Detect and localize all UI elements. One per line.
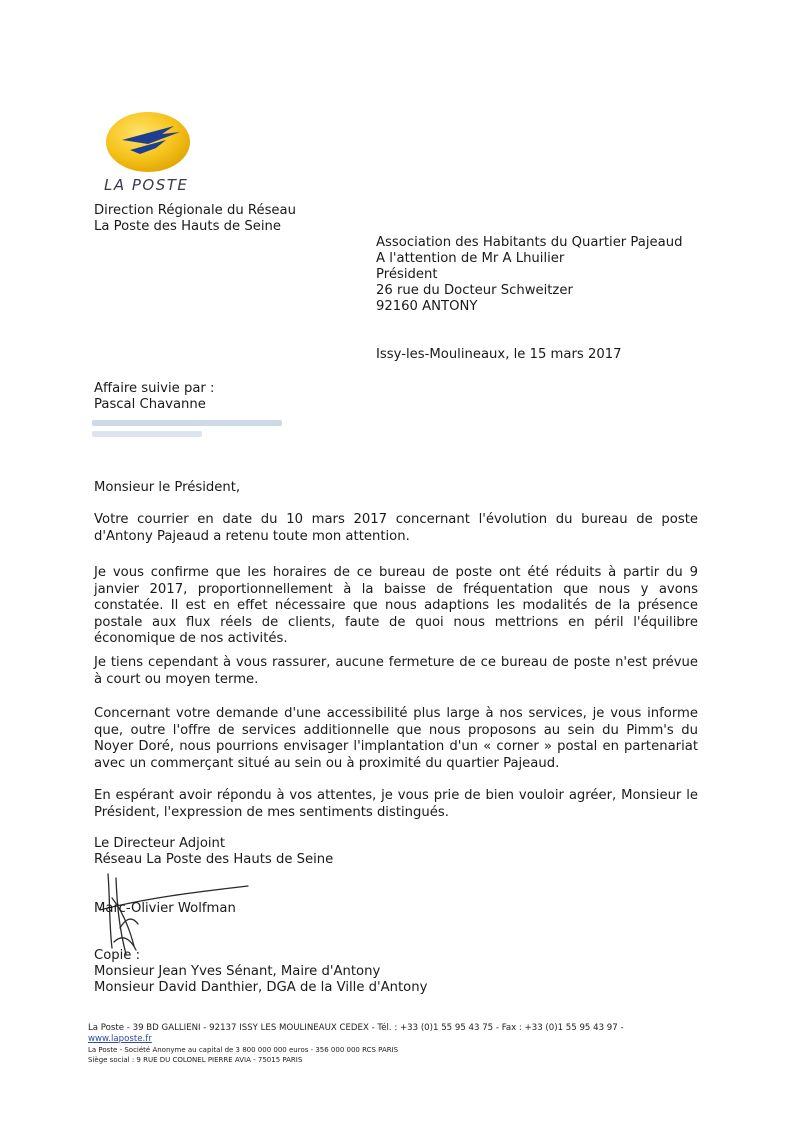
recipient-block bbox=[376, 235, 682, 315]
recipient-line: Association des Habitants du Quartier Pajeaud bbox=[376, 235, 683, 250]
redacted-contact bbox=[92, 418, 284, 442]
body-paragraph: Votre courrier en date du 10 mars 2017 concernant l'évolution du bureau de poste d'Antony Pajeaud a retenu toute mon attention. bbox=[94, 512, 698, 544]
signer-name: Marc-Olivier Wolfman bbox=[94, 901, 236, 916]
copy-recipient: Monsieur Jean Yves Sénant, Maire d'Antony bbox=[94, 964, 381, 979]
copy-block bbox=[94, 948, 427, 996]
redaction-bar bbox=[92, 420, 282, 426]
salutation: Monsieur le Président, bbox=[94, 480, 241, 495]
footer-address: La Poste - 39 BD GALLIENI - 92137 ISSY LES MOULINEAUX CEDEX - Tél. : +33 (0)1 55 95 43 75 - Fax : +33 (0)1 55 95 43 97 - bbox=[88, 1023, 624, 1033]
recipient-line: 26 rue du Docteur Schweitzer bbox=[376, 283, 573, 298]
recipient-line: 92160 ANTONY bbox=[376, 299, 478, 314]
body-paragraph: Je tiens cependant à vous rassurer, aucune fermeture de ce bureau de poste n'est prévue à court ou moyen terme. bbox=[94, 655, 698, 687]
logo-text: LA POSTE bbox=[104, 176, 189, 194]
footer-siege: Siège social : 9 RUE DU COLONEL PIERRE AVIA - 75015 PARIS bbox=[88, 1056, 303, 1064]
recipient-line: A l'attention de Mr A Lhuilier bbox=[376, 251, 565, 266]
followed-by-block bbox=[94, 381, 214, 413]
followed-by-name: Pascal Chavanne bbox=[94, 397, 206, 412]
sender-line: La Poste des Hauts de Seine bbox=[94, 219, 281, 234]
copy-recipient: Monsieur David Danthier, DGA de la Ville d'Antony bbox=[94, 980, 428, 995]
sender-line: Direction Régionale du Réseau bbox=[94, 203, 296, 218]
followed-by-label: Affaire suivie par : bbox=[94, 381, 215, 396]
signoff-block bbox=[94, 836, 333, 868]
la-poste-bird-logo-icon bbox=[104, 110, 192, 174]
redaction-bar bbox=[92, 431, 202, 437]
signoff-title: Réseau La Poste des Hauts de Seine bbox=[94, 852, 334, 867]
footer-website-link[interactable]: www.laposte.fr bbox=[88, 1034, 152, 1044]
recipient-line: Président bbox=[376, 267, 438, 282]
body-paragraph: Concernant votre demande d'une accessibilité plus large à nos services, je vous informe que, outre l'offre de services additionnelle que nous proposons au sein du Pimm's du Noyer Doré, nous pourrions envisager l'implantation d'un « corner » postal en partenariat avec un commerçant situé au sein ou à proximité du quartier Pajeaud. bbox=[94, 706, 698, 771]
body-paragraph: En espérant avoir répondu à vos attentes, je vous prie de bien vouloir agréer, Monsieur le Président, l'expression de mes sentiments distingués. bbox=[94, 788, 698, 820]
la-poste-logo bbox=[104, 110, 192, 174]
copy-label: Copie : bbox=[94, 948, 141, 963]
date-line: Issy-les-Moulineaux, le 15 mars 2017 bbox=[376, 347, 622, 362]
sender-block bbox=[94, 203, 296, 235]
footer-company: La Poste - Société Anonyme au capital de 3 800 000 000 euros - 356 000 000 RCS PARIS bbox=[88, 1046, 399, 1054]
body-paragraph: Je vous confirme que les horaires de ce bureau de poste ont été réduits à partir du 9 janvier 2017, proportionnellement à la baisse de fréquentation que nous y avons constatée. Il est en effet nécessaire que nous adaptions les modalités de la présence postale aux flux réels de clients, faute de quoi nous mettrions en péril l'équilibre économique de nos activités. bbox=[94, 565, 698, 647]
signoff-title: Le Directeur Adjoint bbox=[94, 836, 226, 851]
